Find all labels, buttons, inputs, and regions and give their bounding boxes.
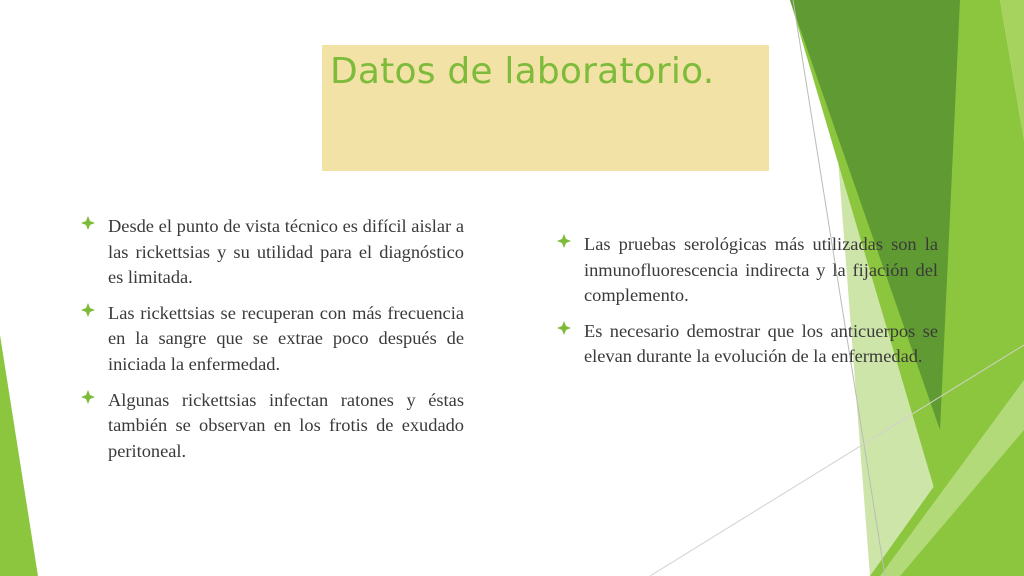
diamond-bullet-icon [80, 302, 96, 318]
list-item-text: Es necesario demostrar que los anticuerpos se elevan durante la evolución de la enfermedad. [584, 320, 938, 367]
diamond-bullet-icon [556, 233, 572, 249]
list-item [80, 388, 464, 465]
list-item [556, 232, 938, 309]
left-bullet-list [80, 214, 464, 474]
diamond-bullet-icon [80, 389, 96, 405]
list-item [556, 319, 938, 370]
slide-title: Datos de laboratorio. [330, 51, 715, 92]
list-item-text: Desde el punto de vista técnico es difícil aislar a las rickettsias y su utilidad para el diagnóstico es limitada. [108, 216, 464, 288]
list-item-text: Las rickettsias se recuperan con más frecuencia en la sangre que se extrae poco después de iniciada la enfermedad. [108, 302, 464, 374]
diamond-bullet-icon [556, 320, 572, 336]
diamond-bullet-icon [80, 215, 96, 231]
right-bullet-list [556, 232, 938, 380]
left-green-strip [0, 335, 38, 576]
list-item [80, 301, 464, 378]
list-item-text: Algunas rickettsias infectan ratones y éstas también se observan en los frotis de exudado peritoneal. [108, 389, 464, 461]
title-box [322, 45, 769, 171]
list-item [80, 214, 464, 291]
list-item-text: Las pruebas serológicas más utilizadas son la inmunofluorescencia indirecta y la fijación del complemento. [584, 234, 938, 306]
